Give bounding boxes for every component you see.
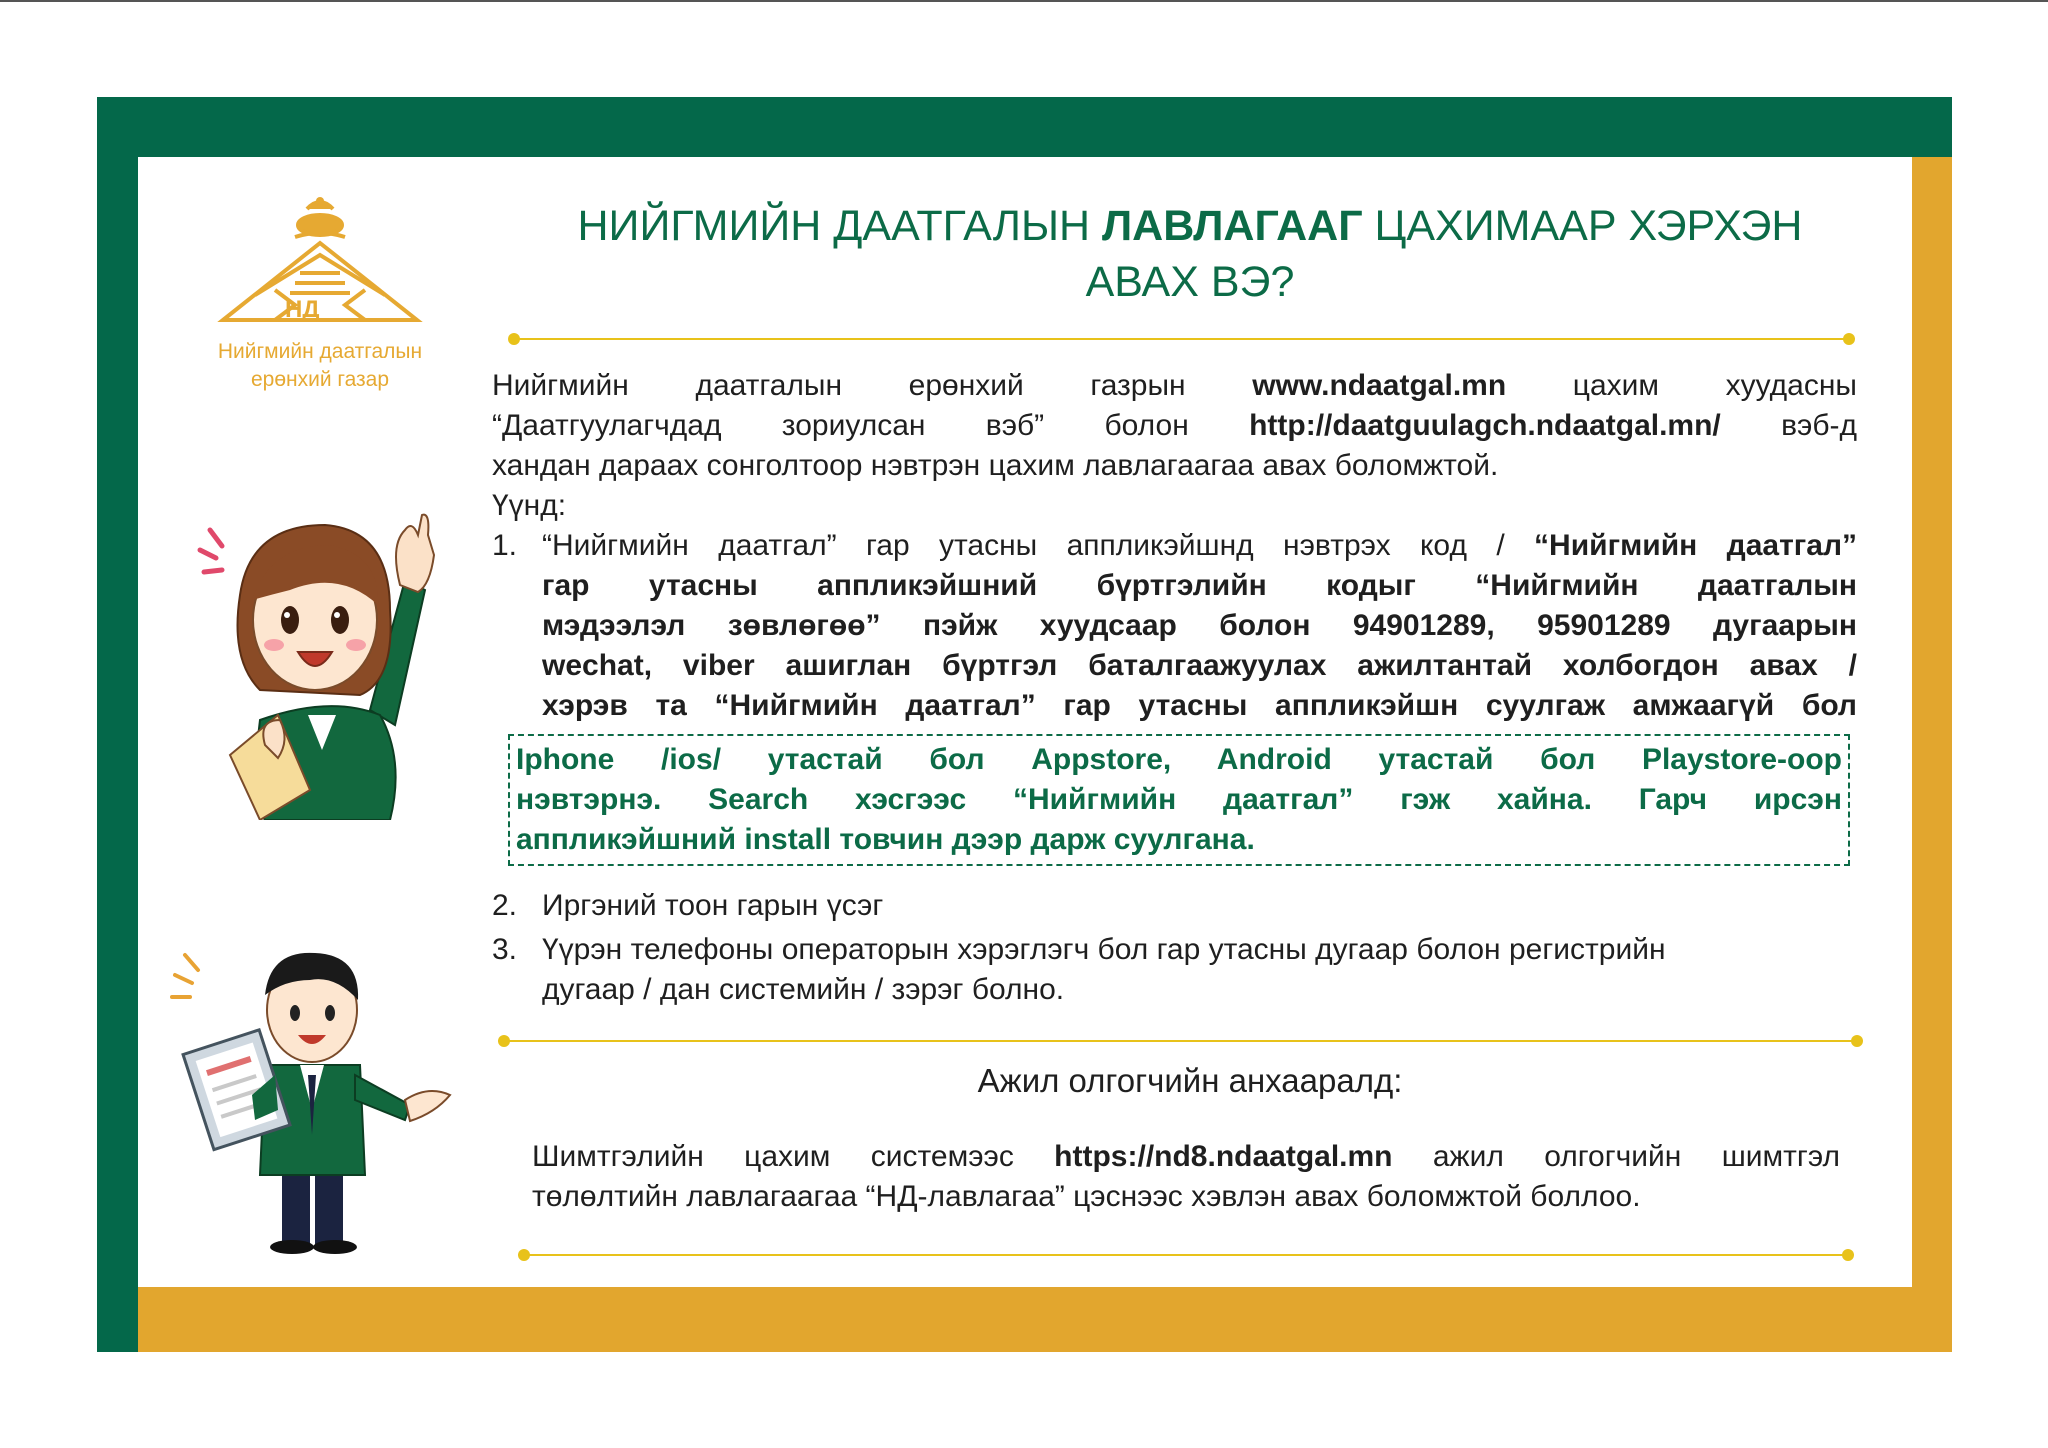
list-text-3	[542, 930, 1857, 1010]
divider-bottom	[524, 1254, 1848, 1256]
employer-attention-heading: Ажил олгогчийн анхааралд:	[977, 1062, 1403, 1099]
attn-text1: Шимтгэлийн цахим системээс	[532, 1140, 1055, 1173]
intro-paragraph	[492, 366, 1857, 526]
attn-line1	[532, 1137, 1840, 1177]
logo-caption	[180, 338, 460, 394]
item1-bold1: “Нийгмийн даатгал”	[1534, 529, 1857, 562]
item1-line1	[542, 526, 1857, 566]
nd8-link[interactable]: https://nd8.ndaatgal.mn	[1054, 1140, 1393, 1173]
intro-line3: хандан дараах сонголтоор нэвтрэн цахим лавлагаагаа авах боломжтой.	[492, 449, 1499, 482]
ndaatgal-logo-icon	[215, 195, 425, 330]
list-item-2	[492, 886, 1857, 926]
logo-caption-line1: Нийгмийн даатгалын	[217, 340, 423, 363]
frame-left-band	[97, 97, 138, 1352]
title-line2: АВАХ ВЭ?	[1085, 258, 1295, 306]
box-line1: Iphone /ios/ утастай бол Appstore, Android утастай бол Playstore-оор	[516, 743, 1842, 776]
intro-line4: Үүнд:	[492, 489, 567, 522]
item1-plain: “Нийгмийн даатгал” гар утасны аппликэйшнд нэвтрэх код /	[542, 529, 1535, 562]
intro-text1: Нийгмийн даатгалын ерөнхий газрын	[492, 369, 1253, 402]
frame-right-band	[1912, 157, 1952, 1352]
ndaatgal-link[interactable]: www.ndaatgal.mn	[1252, 369, 1507, 402]
attn-text2: ажил олгогчийн шимтгэл	[1392, 1140, 1840, 1173]
frame-bottom-band	[138, 1287, 1952, 1352]
title-bold: ЛАВЛАГААГ	[1102, 202, 1363, 250]
intro-text2: цахим хуудасны	[1506, 369, 1857, 402]
list-number-3: 3.	[492, 933, 518, 966]
svg-text:НД: НД	[285, 296, 320, 323]
intro-text4: вэб-д	[1720, 409, 1857, 442]
list-item-1	[492, 526, 1857, 726]
title-part1: НИЙГМИЙН ДААТГАЛЫН	[577, 202, 1103, 250]
item3-line1: Үүрэн телефоны операторын хэрэглэгч бол гар утасны дугаар болон регистрийн	[542, 933, 1666, 966]
intro-line2	[492, 406, 1857, 446]
intro-line1	[492, 366, 1857, 406]
intro-text3: “Даатгуулагчдад зориулсан вэб” болон	[492, 409, 1250, 442]
list-number-1: 1.	[492, 529, 518, 562]
attn-line2: төлөлтийн лавлагаагаа “НД-лавлагаа” цэснээс хэвлэн авах боломжтой боллоо.	[532, 1180, 1641, 1213]
top-border-line	[0, 0, 2048, 2]
woman-waving-illustration	[190, 500, 435, 820]
item3-line2: дугаар / дан системийн / зэрэг болно.	[542, 973, 1065, 1006]
list-number-2: 2.	[492, 889, 518, 922]
app-install-note-box	[508, 734, 1850, 866]
logo-caption-line2: ерөнхий газар	[250, 368, 390, 391]
employer-attention-text	[532, 1137, 1840, 1217]
list-text-1	[542, 526, 1857, 726]
item1-bold2: гар утасны аппликэйшний бүртгэлийн кодыг “Нийгмийн даатгалын	[542, 569, 1857, 602]
title-line1	[500, 198, 1880, 254]
item1-bold5: хэрэв та “Нийгмийн даатгал” гар утасны аппликэйшн суулгаж амжаагүй бол	[542, 689, 1857, 722]
box-line2: нэвтэрнэ. Search хэсгээс “Нийгмийн даатгал” гэж хайна. Гарч ирсэн	[516, 783, 1842, 816]
divider-middle	[504, 1040, 1857, 1042]
item1-bold4: wechat, viber ашиглан бүртгэл баталгаажуулах ажилтантай холбогдон авах /	[542, 649, 1857, 682]
item1-bold3: мэдээлэл зөвлөгөө” пэйж хуудсаар болон 94901289, 95901289 дугаарын	[542, 609, 1857, 642]
list-text-2: Иргэний тоон гарын үсэг	[542, 889, 884, 922]
divider-top	[514, 338, 1849, 340]
daatguulagch-link[interactable]: http://daatguulagch.ndaatgal.mn/	[1249, 409, 1721, 442]
box-line3: аппликэйшний install товчин дээр дарж суулгана.	[516, 823, 1255, 856]
title-part2: ЦАХИМААР ХЭРХЭН	[1362, 202, 1803, 250]
list-item-3	[492, 930, 1857, 1010]
frame-top-band	[97, 97, 1952, 157]
page-title	[500, 198, 1880, 310]
man-with-tablet-illustration	[160, 935, 460, 1255]
